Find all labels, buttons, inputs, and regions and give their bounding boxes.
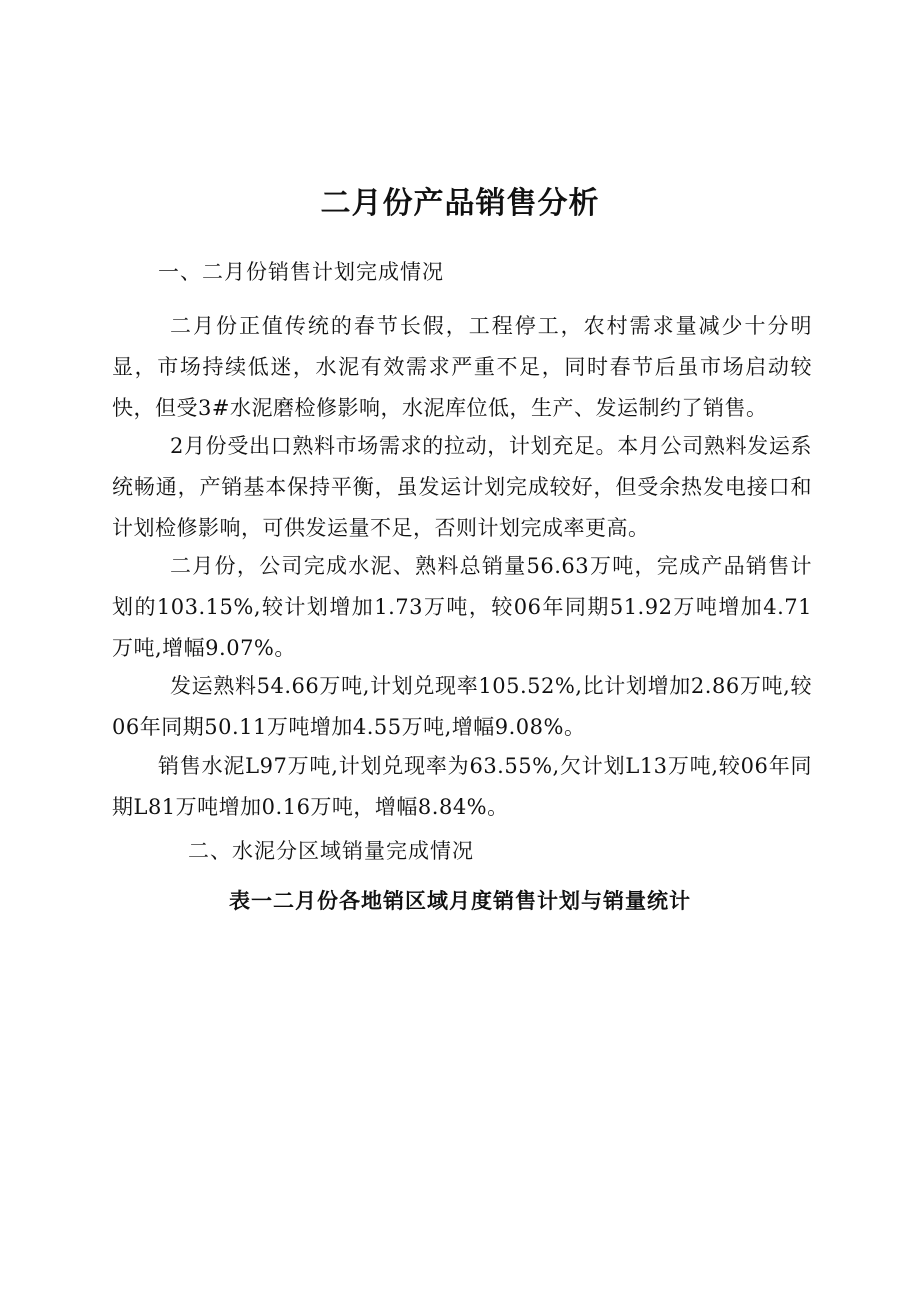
paragraph-clinker-export: 2月份受出口熟料市场需求的拉动，计划充足。本月公司熟料发运系统畅通，产销基本保持平衡，虽发运计划完成较好，但受余热发电接口和计划检修影响，可供发运量不足，否则计划完成率更高。 — [112, 434, 812, 540]
paragraph-total-sales: 二月份，公司完成水泥、熟料总销量56.63万吨，完成产品销售计划的103.15%,较计划增加1.73万吨，较06年同期51.92万吨增加4.71万吨,增幅9.07%。 — [112, 554, 812, 660]
section-heading-regional-sales: 二、水泥分区域销量完成情况 — [188, 839, 474, 863]
paragraph-clinker-shipment: 发运熟料54.66万吨,计划兑现率105.52%,比计划增加2.86万吨,较06年同期50.11万吨增加4.55万吨,增幅9.08%。 — [112, 674, 812, 739]
document-title: 二月份产品销售分析 — [320, 186, 600, 221]
paragraph-holiday-market: 二月份正值传统的春节长假，工程停工，农村需求量减少十分明显，市场持续低迷，水泥有效需求严重不足，同时春节后虽市场启动较快，但受3#水泥磨检修影响，水泥库位低，生产、发运制约了销售。 — [112, 314, 812, 420]
table-caption: 表一二月份各地销区域月度销售计划与销量统计 — [229, 889, 691, 913]
paragraph-cement-sales: 销售水泥L97万吨,计划兑现率为63.55%,欠计划L13万吨,较06年同期L81万吨增加0.16万吨，增幅8.84%。 — [112, 754, 812, 819]
section-heading-sales-plan: 一、二月份销售计划完成情况 — [158, 260, 444, 284]
